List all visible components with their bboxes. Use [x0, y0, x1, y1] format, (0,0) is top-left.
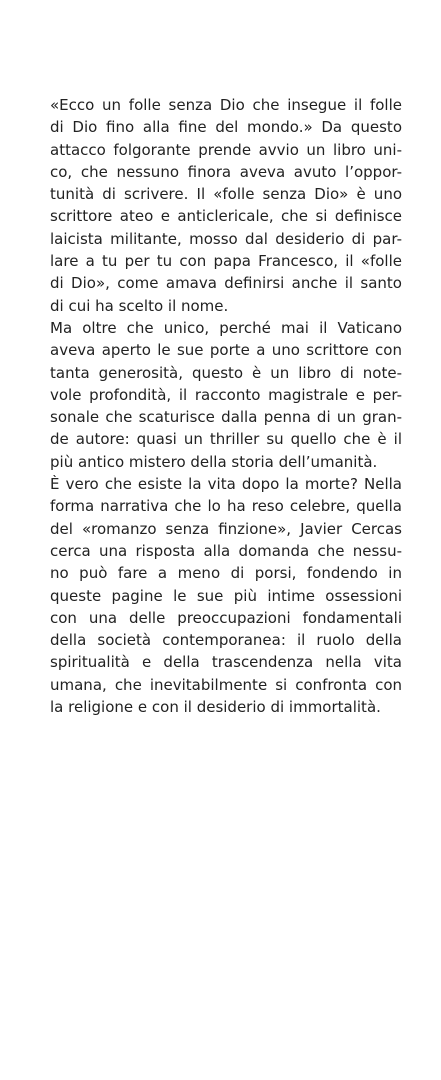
blurb-line: della società contemporanea: il ruolo della: [50, 631, 402, 650]
blurb-line: de autore: quasi un thriller su quello che è il: [50, 430, 402, 449]
blurb-line: cerca una risposta alla domanda che nessu-: [50, 541, 402, 560]
blurb-line: co, che nessuno finora aveva avuto l’oppor-: [50, 162, 402, 181]
blurb-line: di cui ha scelto il nome.: [50, 296, 229, 315]
blurb-line: spiritualità e della trascendenza nella vita: [50, 653, 402, 672]
blurb-line: vole profondità, il racconto magistrale e per-: [50, 385, 402, 404]
blurb-line: più antico mistero della storia dell’umanità.: [50, 452, 378, 471]
blurb-line: aveva aperto le sue porte a uno scrittore con: [50, 341, 402, 360]
blurb-line: del «romanzo senza finzione», Javier Cercas: [50, 519, 402, 538]
blurb-line: È vero che esiste la vita dopo la morte? Nella: [50, 475, 402, 494]
blurb-line: la religione e con il desiderio di immortalità.: [50, 698, 381, 717]
blurb-line: forma narrativa che lo ha reso celebre, quella: [50, 497, 402, 516]
blurb-paragraph-3: [50, 473, 402, 718]
blurb-line: sonale che scaturisce dalla penna di un gran-: [50, 408, 402, 427]
blurb-line: di Dio», come amava definirsi anche il santo: [50, 274, 402, 293]
blurb-line: queste pagine le sue più intime ossessioni: [50, 586, 402, 605]
blurb-line: di Dio fino alla fine del mondo.» Da questo: [50, 118, 402, 137]
blurb-line: attacco folgorante prende avvio un libro uni-: [50, 140, 402, 159]
blurb-line: con una delle preoccupazioni fondamentali: [50, 608, 402, 627]
blurb-text: [50, 94, 402, 718]
blurb-line: scrittore ateo e anticlericale, che si definisce: [50, 207, 402, 226]
blurb-line: Ma oltre che unico, perché mai il Vaticano: [50, 318, 402, 337]
blurb-line: «Ecco un folle senza Dio che insegue il folle: [50, 96, 402, 114]
blurb-line: lare a tu per tu con papa Francesco, il «folle: [50, 252, 402, 271]
blurb-line: laicista militante, mosso dal desiderio di par-: [50, 229, 402, 248]
blurb-line: tunità di scrivere. Il «folle senza Dio» è uno: [50, 185, 402, 204]
blurb-line: tanta generosità, questo è un libro di note-: [50, 363, 402, 382]
blurb-line: no può fare a meno di porsi, fondendo in: [50, 564, 402, 583]
blurb-paragraph-2: [50, 317, 402, 473]
blurb-line: umana, che inevitabilmente si confronta con: [50, 675, 402, 694]
blurb-paragraph-1: [50, 94, 402, 317]
